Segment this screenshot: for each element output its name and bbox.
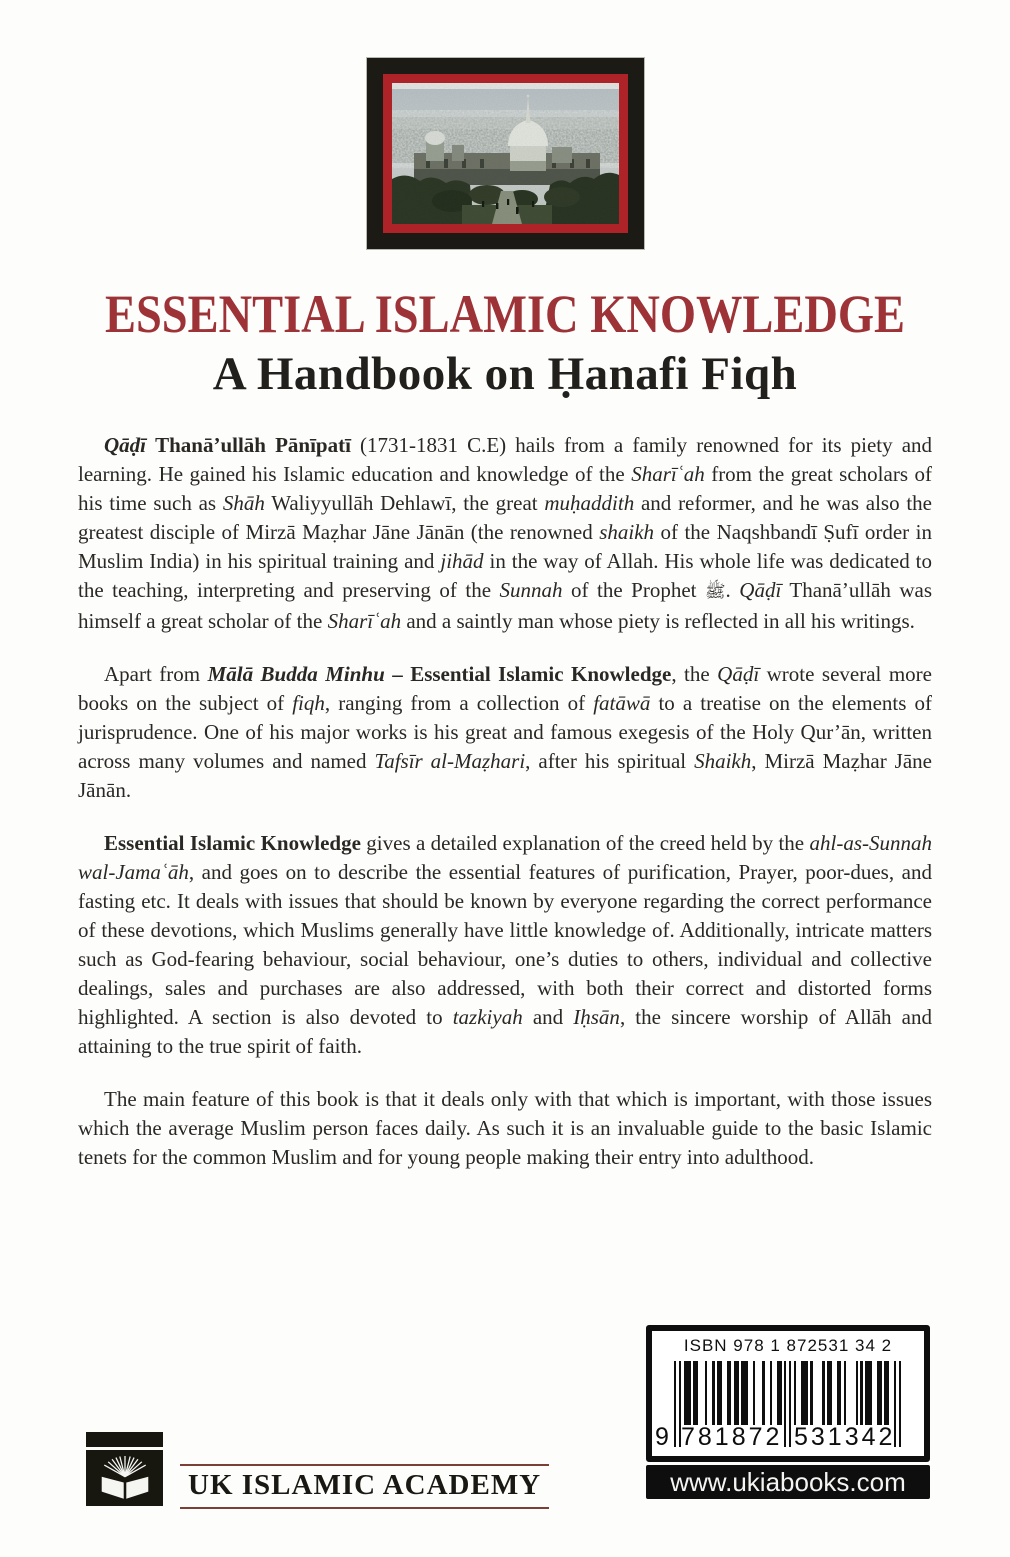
cover-photo-red-border [383, 74, 628, 233]
barcode-box [646, 1325, 930, 1462]
blurb-paragraph-2: Apart from Mālā Budda Minhu – Essential Islamic Knowledge, the Qāḍī wrote several more books on the subject of fiqh, ranging from a collection of fatāwā to a treatise on the elements of jurisprudence. One of his major works is his great and famous exegesis of the Holy Qur’ān, written across many volumes and named Tafsīr al-Maẓhari, after his spiritual Shaikh, Mirzā Maẓhar Jāne Jānān. [78, 661, 932, 802]
prophet-salutation-symbol: ﷺ [705, 581, 726, 602]
book-back-cover [0, 57, 1010, 1501]
barcode-digits-right: 531342 [794, 1423, 896, 1451]
publisher-name: UK ISLAMIC ACADEMY [188, 1469, 542, 1501]
book-title: ESSENTIAL ISLAMIC KNOWLEDGE [104, 284, 906, 344]
open-book-icon [96, 1456, 154, 1500]
publisher-name-plate [180, 1464, 549, 1509]
publisher-website: www.ukiabooks.com [646, 1465, 930, 1499]
blurb-paragraph-3: Essential Islamic Knowledge gives a detailed explanation of the creed held by the ahl-as-Sunnah wal-Jamaʿāh, and goes on to describe the essential features of purification, Prayer, poor-dues, and fasting etc. It deals with issues that should be known by everyone regarding the correct performance of these devotions, which Muslims generally have little knowledge of. Additionally, intricate matters such as God-fearing behaviour, social behaviour, one’s duties to others, individual and collective dealings, sales and purchases are also addressed, with both their correct and distorted forms highlighted. A section is also devoted to tazkiyah and Iḥsān, the sincere worship of Allāh and attaining to the true spirit of faith. [78, 830, 932, 1058]
cover-photo-frame [366, 57, 645, 250]
barcode-digits-left: 781872 [681, 1423, 783, 1451]
publisher-logo-bar [86, 1432, 163, 1447]
blurb [78, 431, 932, 1172]
barcode-digit-first: 9 [655, 1423, 669, 1451]
blurb-paragraph-1: Qāḍī Thanā’ullāh Pānīpatī (1731-1831 C.E) hails from a family renowned for its piety and learning. He gained his Islamic education and knowledge of the Sharīʿah from the great scholars of his time such as Shāh Waliyyullāh Dehlawī, the great muḥaddith and reformer, and he was also the greatest disciple of Mirzā Maẓhar Jāne Jānān (the renowned shaikh of the Naqshbandī Ṣufī order in Muslim India) in his spiritual training and jihād in the way of Allah. His whole life was dedicated to the teaching, interpreting and preserving of the Sunnah of the Prophet ﷺ. Qāḍī Thanā’ullāh was himself a great scholar of the Sharīʿah and a saintly man whose piety is reflected in all his writings. [78, 432, 933, 633]
blurb-paragraph-4: The main feature of this book is that it deals only with that which is important, with those issues which the average Muslim person faces daily. As such it is an invaluable guide to the basic Islamic tenets for the common Muslim and for young people making their entry into adulthood. [78, 1086, 932, 1169]
barcode [655, 1361, 902, 1453]
isbn-label: ISBN 978 1 872531 34 2 [683, 1336, 893, 1355]
barcode-module [899, 1361, 901, 1447]
book-subtitle: A Handbook on Ḥanafi Fiqh [212, 348, 798, 401]
publisher-logo-square [86, 1450, 163, 1506]
mosque-aerial-photo [392, 83, 619, 224]
